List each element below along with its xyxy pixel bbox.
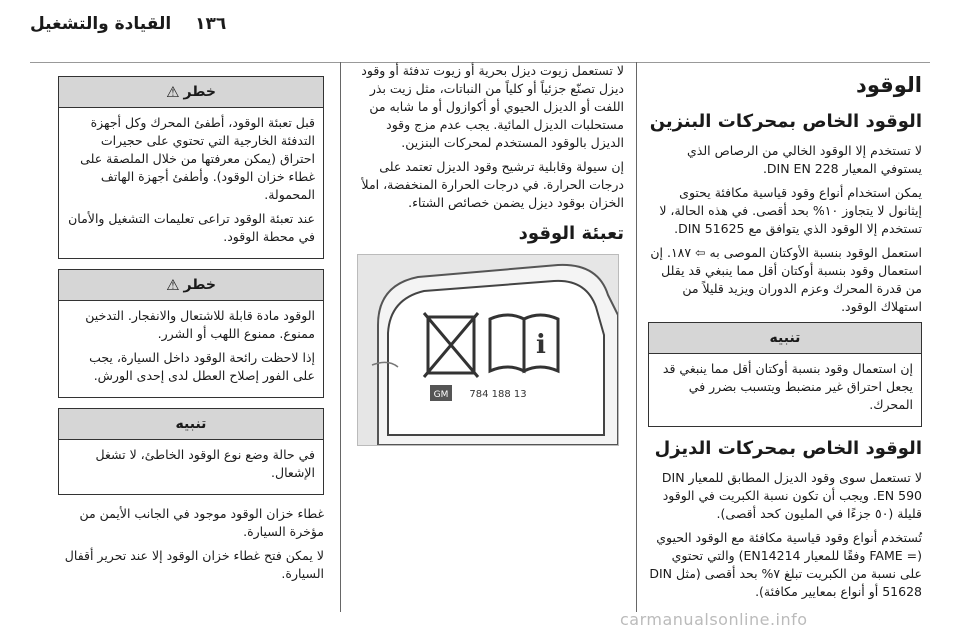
flap-unlock-text: لا يمكن فتح غطاء خزان الوقود إلا عند تحرير أقفال السيارة. bbox=[64, 548, 324, 581]
warning-box-1 bbox=[58, 76, 324, 259]
watermark: carmanualsonline.info bbox=[620, 610, 808, 629]
warning-triangle-icon: ⚠ bbox=[166, 276, 180, 294]
notice-text-octane: إن استعمال وقود بنسبة أوكتان أقل مما ينبغي قد يجعل احتراق غير منضبط ويتسبب بضرر في المحرك. bbox=[662, 361, 913, 412]
fuel-flap-illustration bbox=[357, 254, 619, 446]
column-middle bbox=[352, 62, 624, 446]
notice-box-wrong-fuel bbox=[58, 408, 324, 495]
flap-location-text: غطاء خزان الوقود موجود في الجانب الأيمن من مؤخرة السيارة. bbox=[79, 506, 324, 539]
diesel-paragraph-2: تُستخدم أنواع وقود قياسية مكافئة مع الوقود الحيوي (= FAME وفقًا للمعيار EN14214) والتي تحتوي على نسبة من الكبريت تبلغ ٧% بحد أقصى (مثل DIN 51628 أو أنواع بمعايير مكافئة). bbox=[649, 530, 922, 599]
warning-header-1: خطر ⚠ bbox=[59, 77, 323, 108]
diesel-paragraph-4: إن سيولة وقابلية ترشيح وقود الديزل تعتمد على درجات الحرارة. في درجات الحرارة المنخفضة، املأ الخزان بوقود ديزل يضمن خصائص الشتاء. bbox=[361, 159, 624, 210]
notice-header-2: تنبيه bbox=[59, 409, 323, 440]
page-number: ١٣٦ bbox=[195, 14, 227, 34]
warning1-text-1: قبل تعبئة الوقود، أطفئ المحرك وكل أجهزة التدفئة الخارجية التي تحتوي على حجيرات احتراق (يمكن معرفتها من خلال الملصقة على غطاء خزان الوقود). وأطفئ أجهزة الهاتف المحمولة. bbox=[80, 115, 315, 202]
notice-text-wrong-fuel: في حالة وضع نوع الوقود الخاطئ، لا تشغل الإشعال. bbox=[95, 447, 315, 480]
petrol-heading: الوقود الخاص بمحركات البنزين bbox=[649, 111, 922, 132]
warning-triangle-icon: ⚠ bbox=[166, 83, 180, 101]
petrol-paragraph-3: استعمل الوقود بنسبة الأوكتان الموصى به ⇦ ١٨٧. إن استعمال وقود بنسبة أوكتان أقل مما ينبغي قد يقلل من قدرة المحرك وعزم الدوران ويزيد قليلاً من استهلاك الوقود. bbox=[650, 245, 922, 314]
page-header bbox=[30, 6, 930, 42]
column-left bbox=[58, 76, 324, 589]
notice-header: تنبيه bbox=[649, 323, 921, 354]
svg-text:i: i bbox=[536, 330, 546, 360]
warning2-text-2: إذا لاحظت رائحة الوقود داخل السيارة، يجب على الفور إصلاح العطل لدى إحدى الورش. bbox=[89, 350, 315, 383]
section-title-fuel: الوقود bbox=[856, 73, 922, 97]
petrol-paragraph-2: يمكن استخدام أنواع وقود قياسية مكافئة يحتوى إيثانول لا يتجاوز ١٠% بحد أقصى. في هذه الحالة، لا تستخدم إلا الوقود الذي يتوافق مع DIN 51625. bbox=[659, 185, 922, 236]
svg-text:GM: GM bbox=[433, 390, 449, 400]
diesel-paragraph-3: لا تستعمل زيوت ديزل بحرية أو زيوت تدفئة أو وقود ديزل تصنّع جزئياً أو كلياً من النباتات، مثل زيت بذر اللفت أو الديزل الحيوي أو أكوازول أو ما شابه من مستحلبات الديزل المائية. يجب عدم مزج وقود الديزل بالوقود المستخدم لمحركات البنزين. bbox=[361, 63, 624, 150]
column-right bbox=[648, 62, 922, 607]
column-divider-right bbox=[636, 62, 637, 612]
notice-box-octane bbox=[648, 322, 922, 427]
warning-header-2: خطر ⚠ bbox=[59, 270, 323, 301]
diesel-paragraph-1: لا تستعمل سوى وقود الديزل المطابق للمعيار DIN EN 590. ويجب أن تكون نسبة الكبريت في الوقود قليلة (٥٠ جزءًا في المليون كحد أقصى). bbox=[661, 470, 922, 521]
warning2-text-1: الوقود مادة قابلة للاشتعال والانفجار. التدخين ممنوع. ممنوع اللهب أو الشرر. bbox=[85, 308, 315, 341]
figure-code: 13 188 784 bbox=[469, 389, 527, 400]
column-divider-left bbox=[340, 62, 341, 612]
warning1-text-2: عند تعبئة الوقود تراعى تعليمات التشغيل والأمان في محطة الوقود. bbox=[68, 211, 315, 244]
page-section-title: القيادة والتشغيل bbox=[30, 14, 172, 34]
petrol-paragraph-1: لا تستخدم إلا الوقود الخالي من الرصاص الذي يستوفي المعيار DIN EN 228. bbox=[687, 143, 922, 176]
warning-box-2 bbox=[58, 269, 324, 398]
diesel-heading: الوقود الخاص بمحركات الديزل bbox=[654, 438, 922, 459]
refueling-heading: تعبئة الوقود bbox=[518, 223, 624, 244]
